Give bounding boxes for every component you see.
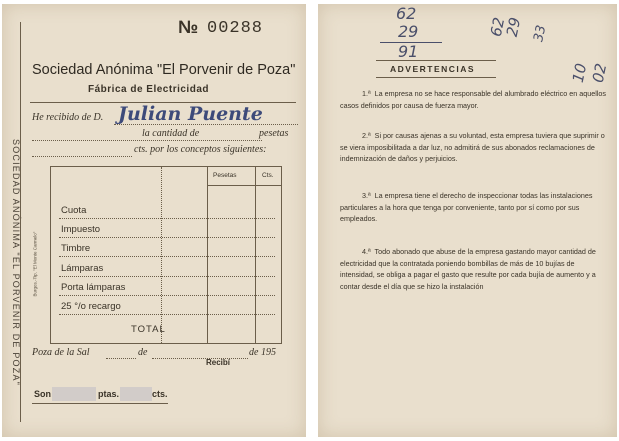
cts-label: cts.: [152, 389, 168, 399]
pencil-note: 33: [531, 23, 550, 44]
table-row: Timbre: [61, 243, 91, 254]
ptas-label: ptas.: [98, 389, 120, 399]
receipt-back: [318, 4, 617, 437]
table-row: Cuota: [61, 205, 87, 216]
receipt-number-label: №: [178, 17, 199, 37]
signature-label: Recibí: [206, 358, 231, 367]
table-row: 25 °/o recargo: [61, 301, 121, 312]
company-subtitle: Fábrica de Electricidad: [88, 84, 209, 95]
son-amount-redacted: [52, 387, 96, 401]
concepts-table: [50, 166, 282, 344]
notice-1: 1.ª La empresa no se hace responsable del alumbrado eléctrico en aquellos casos definidos por causa de fuerza mayor.: [340, 89, 607, 110]
company-name: Sociedad Anónima "El Porvenir de Poza": [32, 62, 296, 78]
side-border: [20, 22, 21, 422]
pencil-note: 62: [396, 4, 417, 23]
pencil-note: 62: [486, 15, 509, 39]
amount-label: la cantidad de: [142, 128, 200, 139]
concepts-label: cts. por los conceptos siguientes:: [134, 144, 267, 155]
printer-note: Burgos.-Tip. "El Monte Carmelo": [32, 231, 38, 297]
currency-label: pesetas: [259, 128, 289, 139]
received-from-label: He recibido de D.: [32, 112, 104, 123]
total-label: TOTAL: [131, 324, 166, 335]
receipt-number: 00288: [207, 19, 264, 38]
pencil-note: 29: [398, 22, 419, 41]
pencil-note: 91: [398, 42, 419, 61]
amount-line: [32, 140, 262, 141]
pesetas-header: Pesetas: [213, 172, 237, 179]
receipt-front: [2, 4, 306, 437]
notice-3: 3.ª La empresa tiene el derecho de inspeccionar todas las instalaciones particulares a la hora que tenga por conveniente, tanto por sí como por sus empleados.: [340, 191, 593, 224]
side-vertical-text: SOCIEDAD ANÓNIMA "EL PORVENIR DE POZA": [11, 139, 21, 387]
table-row: Lámparas: [61, 263, 104, 274]
cts-amount-redacted: [120, 387, 152, 401]
place-label: Poza de la Sal: [32, 347, 90, 358]
concepts-line: [32, 156, 132, 157]
pencil-note: 02: [588, 61, 611, 85]
cts-header: Cts.: [262, 172, 274, 179]
notice-2: 2.ª Si por causas ajenas a su voluntad, esta empresa tuviera que suprimir o se viera imposibilitada a dar luz, no admitirá de sus abonados reclamaciones de indemnización de daños y perjuicios.: [340, 131, 605, 164]
pencil-note: 29: [502, 15, 525, 39]
received-from-name: Julian Puente: [118, 103, 263, 125]
year-label: de 195: [249, 347, 276, 358]
date-of-label: de: [138, 347, 148, 358]
table-row: Impuesto: [61, 224, 101, 235]
son-label: Son: [34, 389, 51, 399]
advertencias-title: ADVERTENCIAS: [390, 64, 476, 74]
table-row: Porta lámparas: [61, 282, 126, 293]
name-line: [114, 124, 298, 125]
notice-4: 4.ª Todo abonado que abuse de la empresa gastando mayor cantidad de electricidad que la contratada poniendo bombillas de más de 10 bujías de intensidad, se obliga a pagar el gasto que resulte por cada bujía de aumento y a contar desde el día que se hizo la instalación: [340, 247, 596, 292]
pencil-note: 10: [568, 61, 591, 85]
